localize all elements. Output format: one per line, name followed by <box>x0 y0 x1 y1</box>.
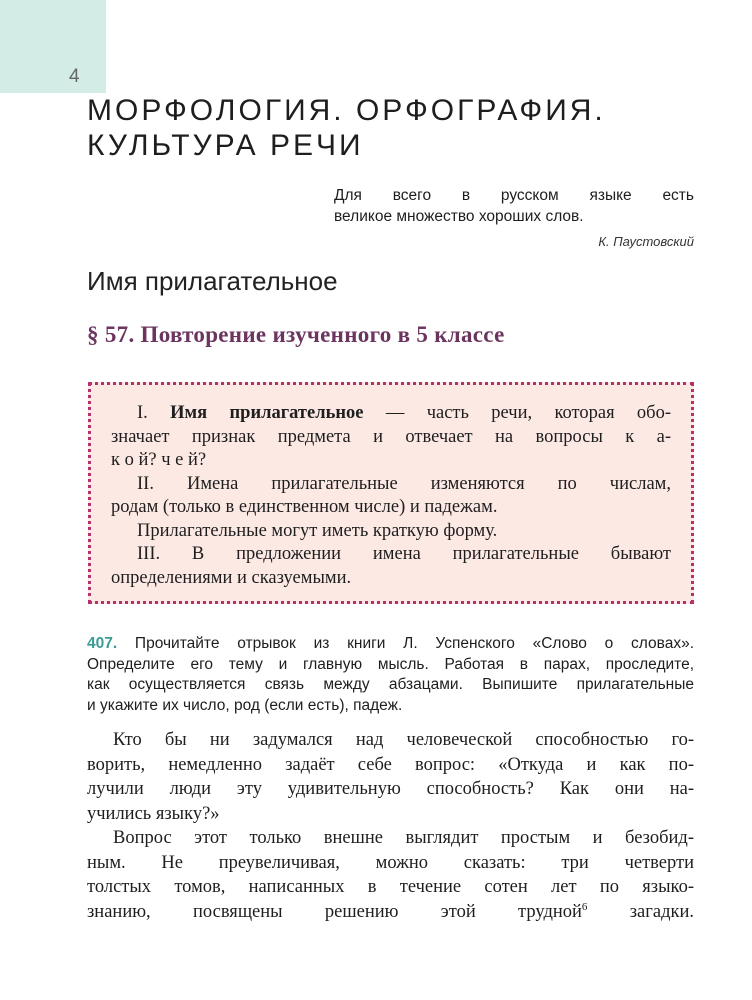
exercise-line-1 <box>87 634 694 655</box>
rule-item-1-line-1 <box>111 402 671 426</box>
reading-p2-line-4 <box>87 900 694 925</box>
reading-p1-line-4: учились языку?» <box>87 803 220 824</box>
rule-term: Имя прилагательное <box>170 403 364 423</box>
exercise-line-3: как осуществляется связь между абзацами. Выпишите прилагательные <box>87 676 694 693</box>
rule-box <box>88 382 694 604</box>
exercise-407 <box>87 634 694 716</box>
epigraph-line-2: великое множество хороших слов. <box>334 208 584 225</box>
rule-item-1-line-2: значает признак предмета и отвечает на вопросы к а- <box>111 426 671 447</box>
reading-p2-end: загадки. <box>587 901 694 922</box>
reading-p2-line-3: толстых томов, написанных в течение сотен лет по языко- <box>87 877 694 897</box>
chapter-title <box>87 93 606 163</box>
exercise-line-2: Определите его тему и главную мысль. Работая в парах, проследите, <box>87 655 694 673</box>
reading-p1-line-1: Кто бы ни задумался над человеческой способностью го- <box>113 730 694 750</box>
epigraph <box>334 185 694 252</box>
rule-item-3 <box>111 543 671 590</box>
reading-p2-line-2: ным. Не преувеличивая, можно сказать: три четверти <box>87 852 694 873</box>
epigraph-author: К. Паустовский <box>598 234 694 249</box>
chapter-title-line-2: КУЛЬТУРА РЕЧИ <box>87 129 364 162</box>
rule-item-2b <box>111 520 671 544</box>
rule-item-2b-line: Прилагательные могут иметь краткую форму. <box>137 520 498 541</box>
section-title: Имя прилагательное <box>87 266 338 296</box>
rule-item-2-line-2: родам (только в единственном числе) и падежам. <box>111 497 498 517</box>
exercise-line-4: и укажите их число, род (если есть), падеж. <box>87 696 403 714</box>
rule-item-1 <box>111 402 671 473</box>
rule-item-2 <box>111 473 671 520</box>
chapter-title-line-1: МОРФОЛОГИЯ. ОРФОГРАФИЯ. <box>87 94 606 127</box>
rule-item-3-line-2: определениями и сказуемыми. <box>111 567 352 588</box>
reading-text <box>87 728 694 924</box>
paragraph-title: § 57. Повторение изученного в 5 классе <box>87 322 505 347</box>
reading-p1-line-2: ворить, немедленно задаёт себе вопрос: «Откуда и как по- <box>87 754 694 775</box>
epigraph-quote <box>334 185 694 227</box>
footnote-mark: 6 <box>581 900 588 913</box>
page-number: 4 <box>69 66 80 87</box>
reading-paragraph-1 <box>87 728 694 826</box>
rule-item-1-numeral: I. <box>137 403 148 423</box>
rule-item-2-line-1: II. Имена прилагательные изменяются по числам, <box>137 473 671 494</box>
rule-item-3-line-1: III. В предложении имена прилагательные бывают <box>137 544 671 564</box>
exercise-line-1-text: Прочитайте отрывок из книги Л. Успенского «Слово о словах». <box>117 635 694 652</box>
exercise-number: 407. <box>87 635 118 652</box>
reading-p1-line-3: лучили люди эту удивительную способность? Как они на- <box>87 779 694 799</box>
reading-paragraph-2 <box>87 826 694 924</box>
rule-item-1-line-3: к о й? ч е й? <box>111 450 207 470</box>
reading-p2-line-1: Вопрос этот только внешне выглядит простым и безобид- <box>113 828 694 848</box>
reading-p2-line-4-text: знанию, посвящены решению этой трудной <box>87 901 582 922</box>
epigraph-line-1: Для всего в русском языке есть <box>334 187 694 204</box>
rule-item-1-rest: — часть речи, которая обо- <box>363 403 671 423</box>
corner-tab <box>0 0 106 93</box>
